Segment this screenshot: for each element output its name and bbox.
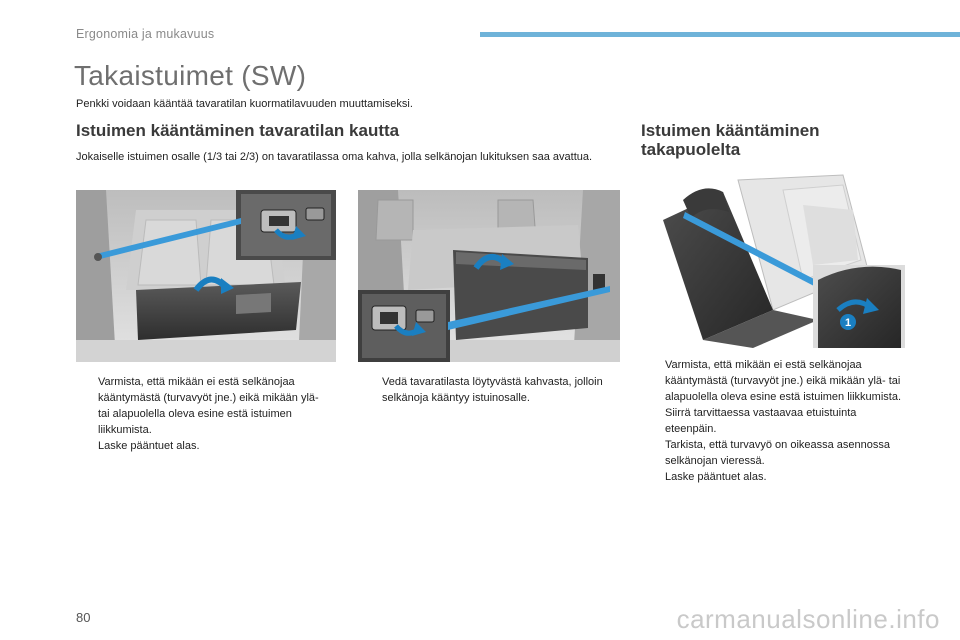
trunk-fold-illustration-1 xyxy=(76,190,336,362)
list-item: Laske pääntuet alas. xyxy=(665,471,767,483)
list-item: Laske pääntuet alas. xyxy=(98,440,200,452)
watermark: carmanualsonline.info xyxy=(676,604,940,634)
left-col2-bullets xyxy=(360,374,615,406)
left-col1-bullets xyxy=(76,374,331,454)
rear-fold-illustration xyxy=(643,170,905,348)
right-bullets xyxy=(643,357,903,485)
list-item: Vedä tavaratilasta löytyvästä kahvasta, jolloin selkänoja kääntyy istuinosalle. xyxy=(382,376,603,404)
list-item: Siirrä tarvittaessa vastaavaa etuistuinta eteenpäin. xyxy=(665,407,857,435)
list-item: Varmista, että mikään ei estä selkänojaa kääntymästä (turvavyöt jne.) eikä mikään ylä- tai alapuolella oleva esine estä istuimen liikkumista. xyxy=(665,359,902,403)
page-title: Takaistuimet (SW) xyxy=(74,60,307,91)
intro-text: Penkki voidaan kääntää tavaratilan kuormatilavuuden muuttamiseksi. xyxy=(76,98,413,110)
callout-number: 1 xyxy=(844,317,852,329)
list-item: Varmista, että mikään ei estä selkänojaa kääntymästä (turvavyöt jne.) eikä mikään ylä- tai alapuolella oleva esine estä istuimen liikkumista. xyxy=(98,376,319,436)
header-accent-bar xyxy=(480,32,960,37)
section-label: Ergonomia ja mukavuus xyxy=(76,27,215,41)
right-section-heading: Istuimen kääntäminen takapuolelta xyxy=(641,121,820,159)
left-section-heading: Istuimen kääntäminen tavaratilan kautta xyxy=(76,121,400,140)
left-section-description: Jokaiselle istuimen osalle (1/3 tai 2/3) on tavaratilassa oma kahva, jolla selkänojan lukituksen saa avattua. xyxy=(76,151,593,163)
page-number: 80 xyxy=(76,610,91,625)
trunk-fold-illustration-2 xyxy=(358,190,620,362)
list-item: Tarkista, että turvavyö on oikeassa asennossa selkänojan vieressä. xyxy=(665,439,891,467)
